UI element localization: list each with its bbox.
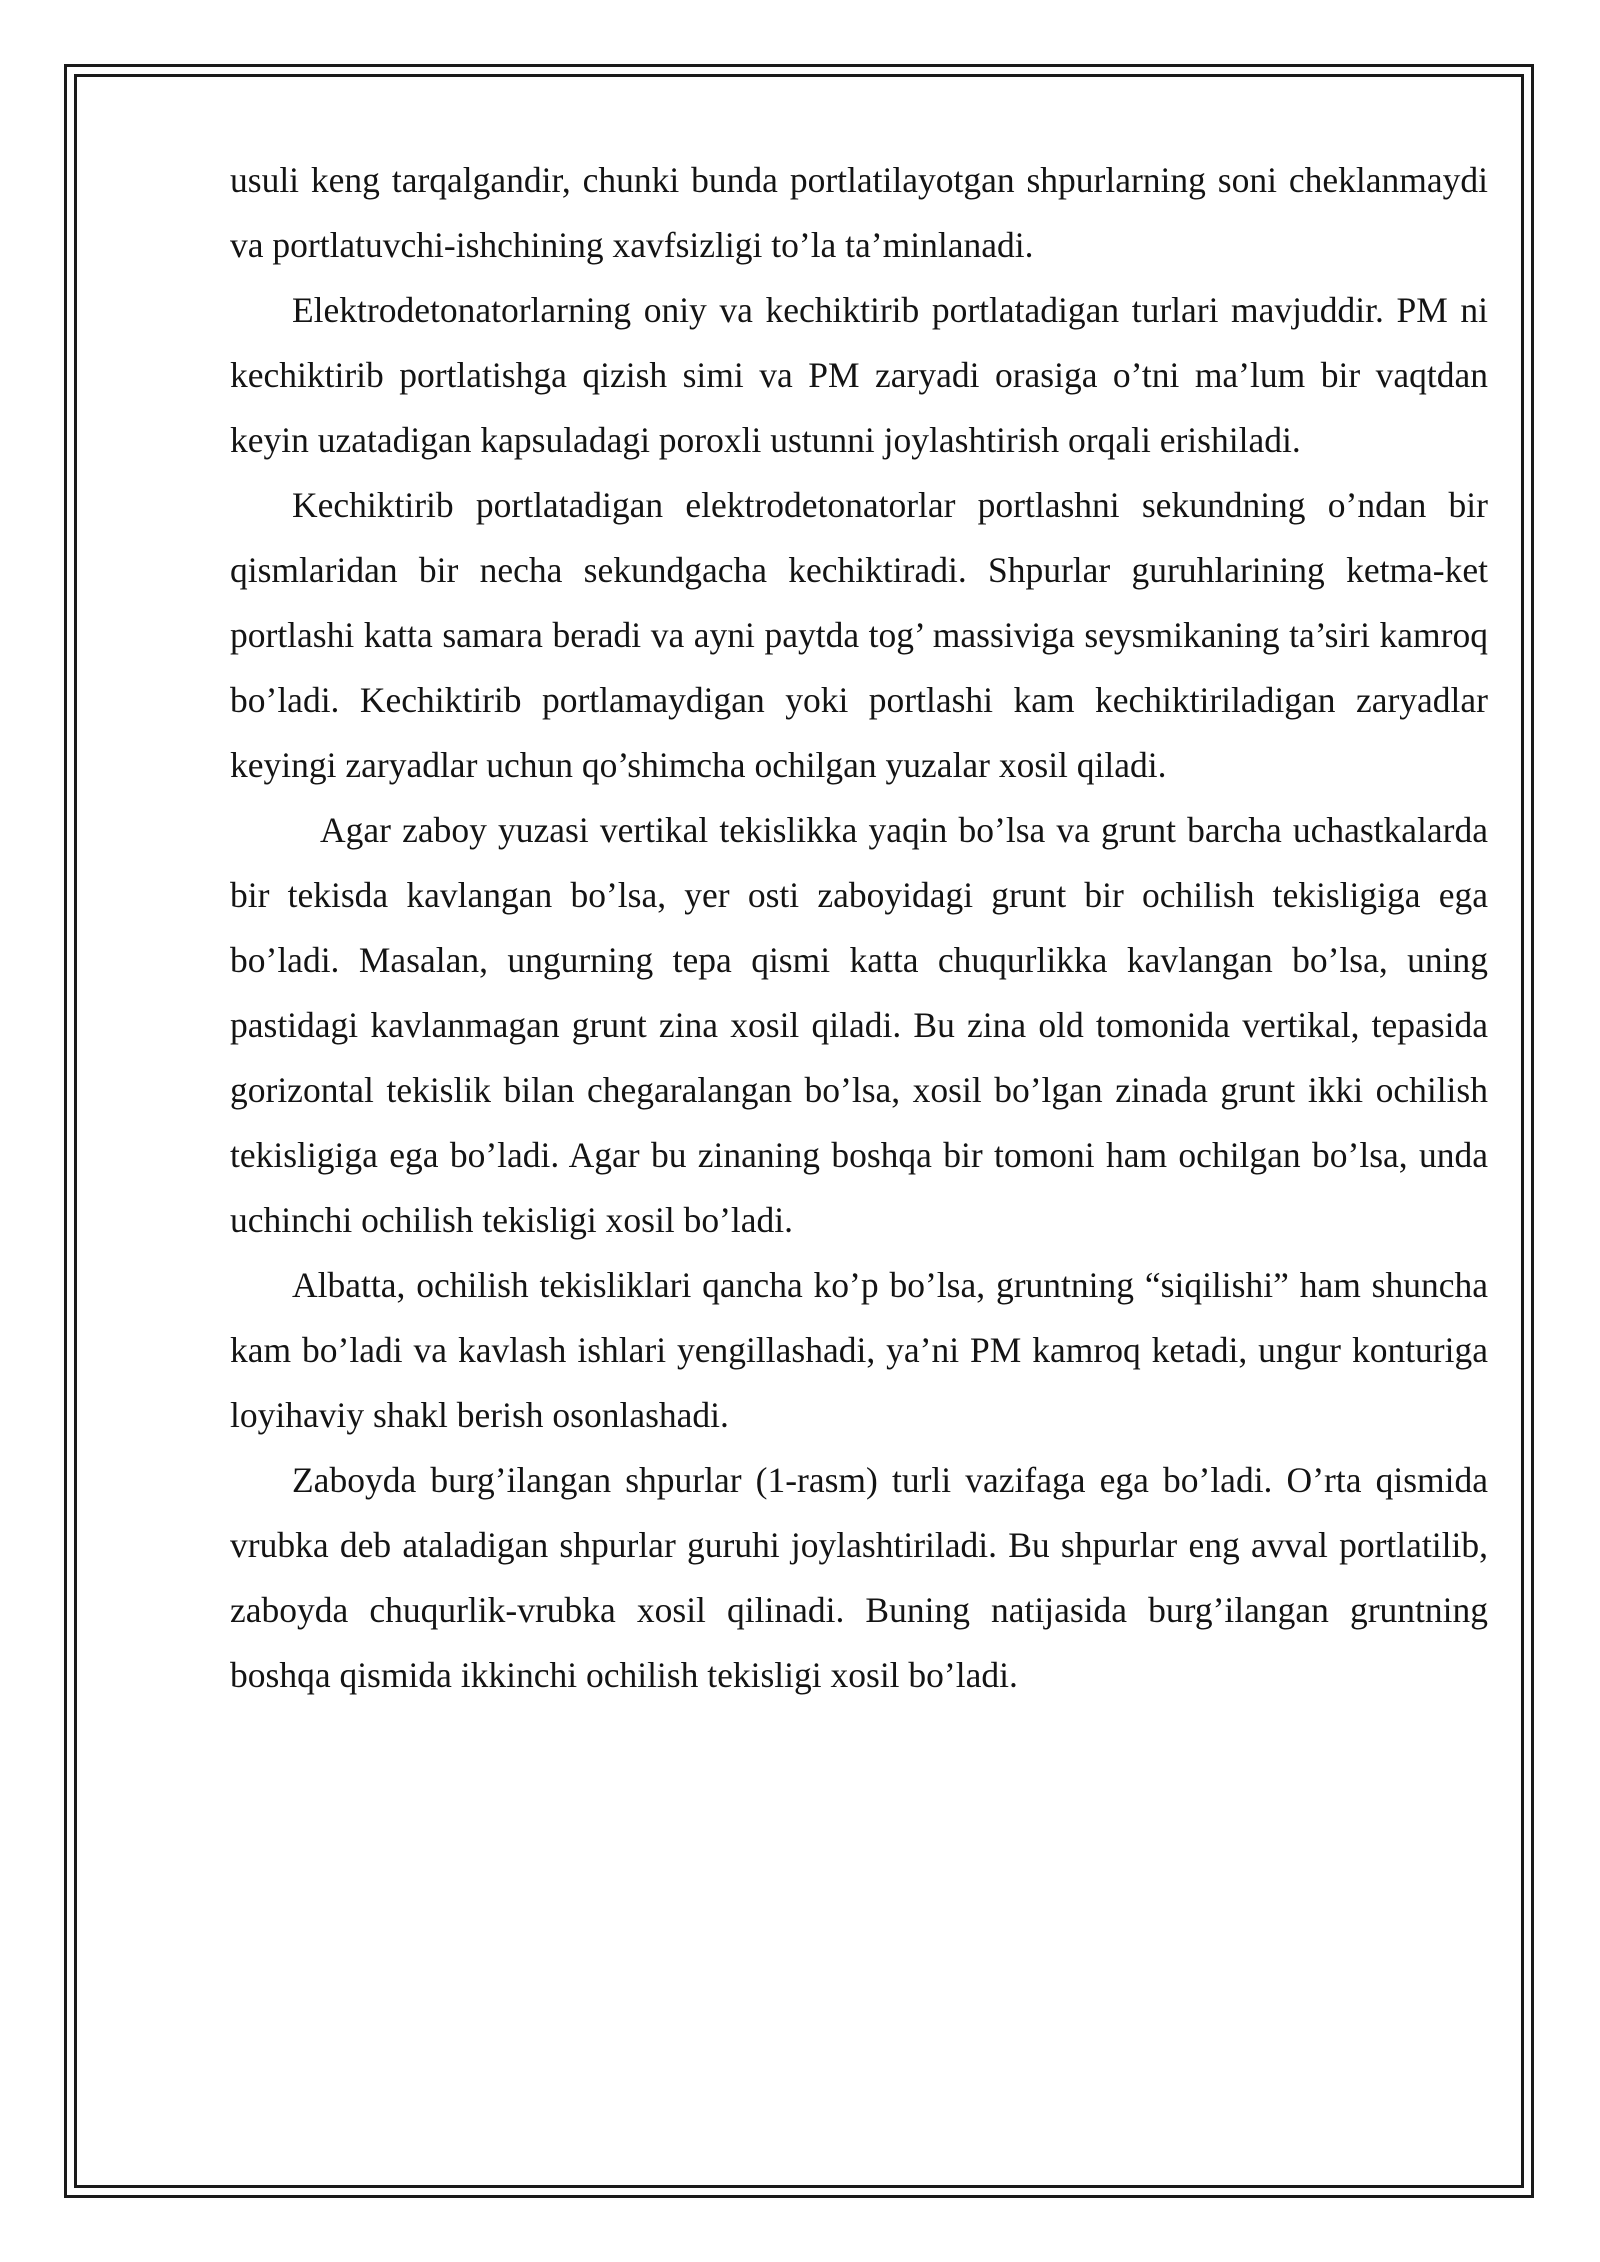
paragraph: usuli keng tarqalgandir, chunki bunda portlatilayotgan shpurlarning soni cheklanmaydi va portlatuvchi-ishchining xavfsizligi to’la ta’minlanadi.: [230, 160, 1488, 265]
paragraph: Kechiktirib portlatadigan elektrodetonatorlar portlashni sekundning o’ndan bir qismlaridan bir necha sekundgacha kechiktiradi. Shpurlar guruhlarining ketma-ket portlashi katta samara beradi va ayni paytda tog’ massiviga seysmikaning ta’siri kamroq bo’ladi. Kechiktirib portlamaydigan yoki portlashi kam kechiktiriladigan zaryadlar keyingi zaryadlar uchun qo’shimcha ochilgan yuzalar xosil qiladi.: [230, 485, 1488, 785]
paragraph: Agar zaboy yuzasi vertikal tekislikka yaqin bo’lsa va grunt barcha uchastkalarda bir tekisda kavlangan bo’lsa, yer osti zaboyidagi grunt bir ochilish tekisligiga ega bo’ladi. Masalan, ungurning tepa qismi katta chuqurlikka kavlangan bo’lsa, uning pastidagi kavlanmagan grunt zina xosil qiladi. Bu zina old tomonida vertikal, tepasida gorizontal tekislik bilan chegaralangan bo’lsa, xosil bo’lgan zinada grunt ikki ochilish tekisligiga ega bo’ladi. Agar bu zinaning boshqa bir tomoni ham ochilgan bo’lsa, unda uchinchi ochilish tekisligi xosil bo’ladi.: [230, 810, 1488, 1240]
paragraph: Elektrodetonatorlarning oniy va kechiktirib portlatadigan turlari mavjuddir. PM ni kechiktirib portlatishga qizish simi va PM zaryadi orasiga o’tni ma’lum bir vaqtdan keyin uzatadigan kapsuladagi poroxli ustunni joylashtirish orqali erishiladi.: [230, 290, 1488, 460]
paragraph: Zaboyda burg’ilangan shpurlar (1-rasm) turli vazifaga ega bo’ladi. O’rta qismida vrubka deb ataladigan shpurlar guruhi joylashtiriladi. Bu shpurlar eng avval portlatilib, zaboyda chuqurlik-vrubka xosil qilinadi. Buning natijasida burg’ilangan gruntning boshqa qismida ikkinchi ochilish tekisligi xosil bo’ladi.: [230, 1460, 1488, 1695]
document-body: [230, 148, 1488, 1708]
paragraph: Albatta, ochilish tekisliklari qancha ko’p bo’lsa, gruntning “siqilishi” ham shuncha kam bo’ladi va kavlash ishlari yengillashadi, ya’ni PM kamroq ketadi, ungur konturiga loyihaviy shakl berish osonlashadi.: [230, 1265, 1488, 1435]
